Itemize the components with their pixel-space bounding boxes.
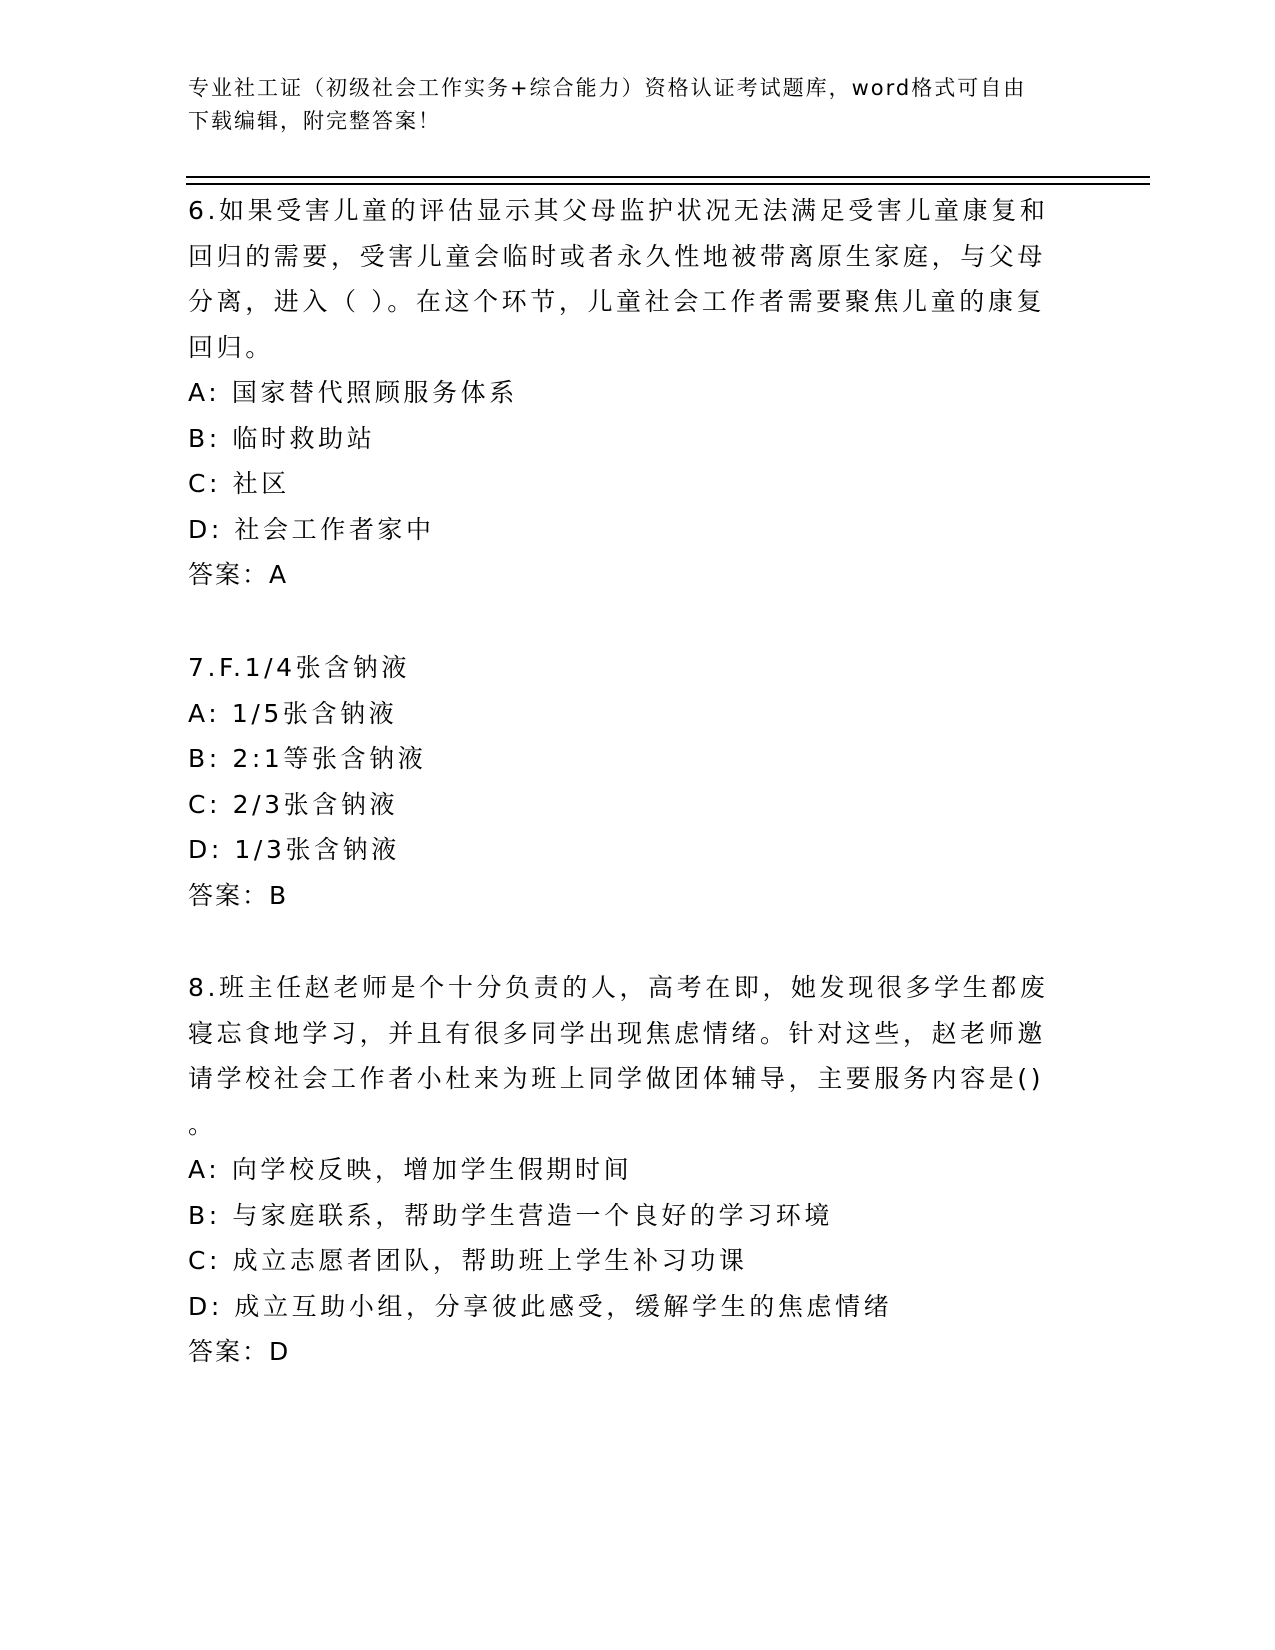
question-8-answer: 答案：D bbox=[188, 1337, 291, 1366]
question-8-option-c: C: 成立志愿者团队，帮助班上学生补习功课 bbox=[188, 1246, 748, 1275]
question-8-line-2: 寝忘食地学习，并且有很多同学出现焦虑情绪。针对这些，赵老师邀 bbox=[188, 1018, 1047, 1048]
question-6-line-2: 回归的需要，受害儿童会临时或者永久性地被带离原生家庭，与父母 bbox=[188, 241, 1047, 271]
question-7-answer: 答案：B bbox=[188, 880, 289, 910]
question-6-option-d: D: 社会工作者家中 bbox=[188, 514, 435, 544]
question-7-option-c: C: 2/3张含钠液 bbox=[188, 789, 399, 819]
question-7-option-a: A: 1/5张含钠液 bbox=[188, 698, 398, 728]
question-6-option-a: A: 国家替代照顾服务体系 bbox=[188, 378, 518, 407]
header-divider-top bbox=[186, 176, 1150, 178]
question-6-line-3: 分离，进入（ ）。在这个环节，儿童社会工作者需要聚焦儿童的康复 bbox=[188, 287, 1046, 316]
question-6-line-4: 回归。 bbox=[188, 332, 274, 362]
question-6-option-b: B: 临时救助站 bbox=[188, 423, 376, 453]
question-8-option-a: A: 向学校反映，增加学生假期时间 bbox=[188, 1155, 633, 1184]
question-8-line-1: 8.班主任赵老师是个十分负责的人，高考在即，她发现很多学生都废 bbox=[188, 973, 1049, 1002]
question-8-option-b: B: 与家庭联系，帮助学生营造一个良好的学习环境 bbox=[188, 1200, 833, 1230]
document-header bbox=[188, 72, 1088, 138]
question-6-line-1: 6.如果受害儿童的评估显示其父母监护状况无法满足受害儿童康复和 bbox=[188, 196, 1049, 225]
header-line-1: 专业社工证（初级社会工作实务+综合能力）资格认证考试题库，word格式可自由 bbox=[188, 76, 1027, 100]
question-8 bbox=[188, 965, 1088, 1375]
question-7-option-b: B: 2:1等张含钠液 bbox=[188, 744, 427, 773]
question-6 bbox=[188, 188, 1088, 598]
question-8-line-4: 。 bbox=[188, 1109, 217, 1139]
question-8-option-d: D: 成立互助小组，分享彼此感受，缓解学生的焦虑情绪 bbox=[188, 1291, 893, 1321]
question-8-line-3: 请学校社会工作者小杜来为班上同学做团体辅导，主要服务内容是() bbox=[188, 1064, 1045, 1093]
question-6-option-c: C: 社区 bbox=[188, 469, 290, 498]
header-divider-bottom bbox=[186, 183, 1150, 185]
question-7 bbox=[188, 645, 1088, 918]
header-line-2: 下载编辑，附完整答案！ bbox=[188, 109, 441, 133]
question-6-answer: 答案：A bbox=[188, 560, 289, 589]
question-7-line-1: 7.F.1/4张含钠液 bbox=[188, 653, 410, 682]
question-7-option-d: D: 1/3张含钠液 bbox=[188, 835, 400, 864]
